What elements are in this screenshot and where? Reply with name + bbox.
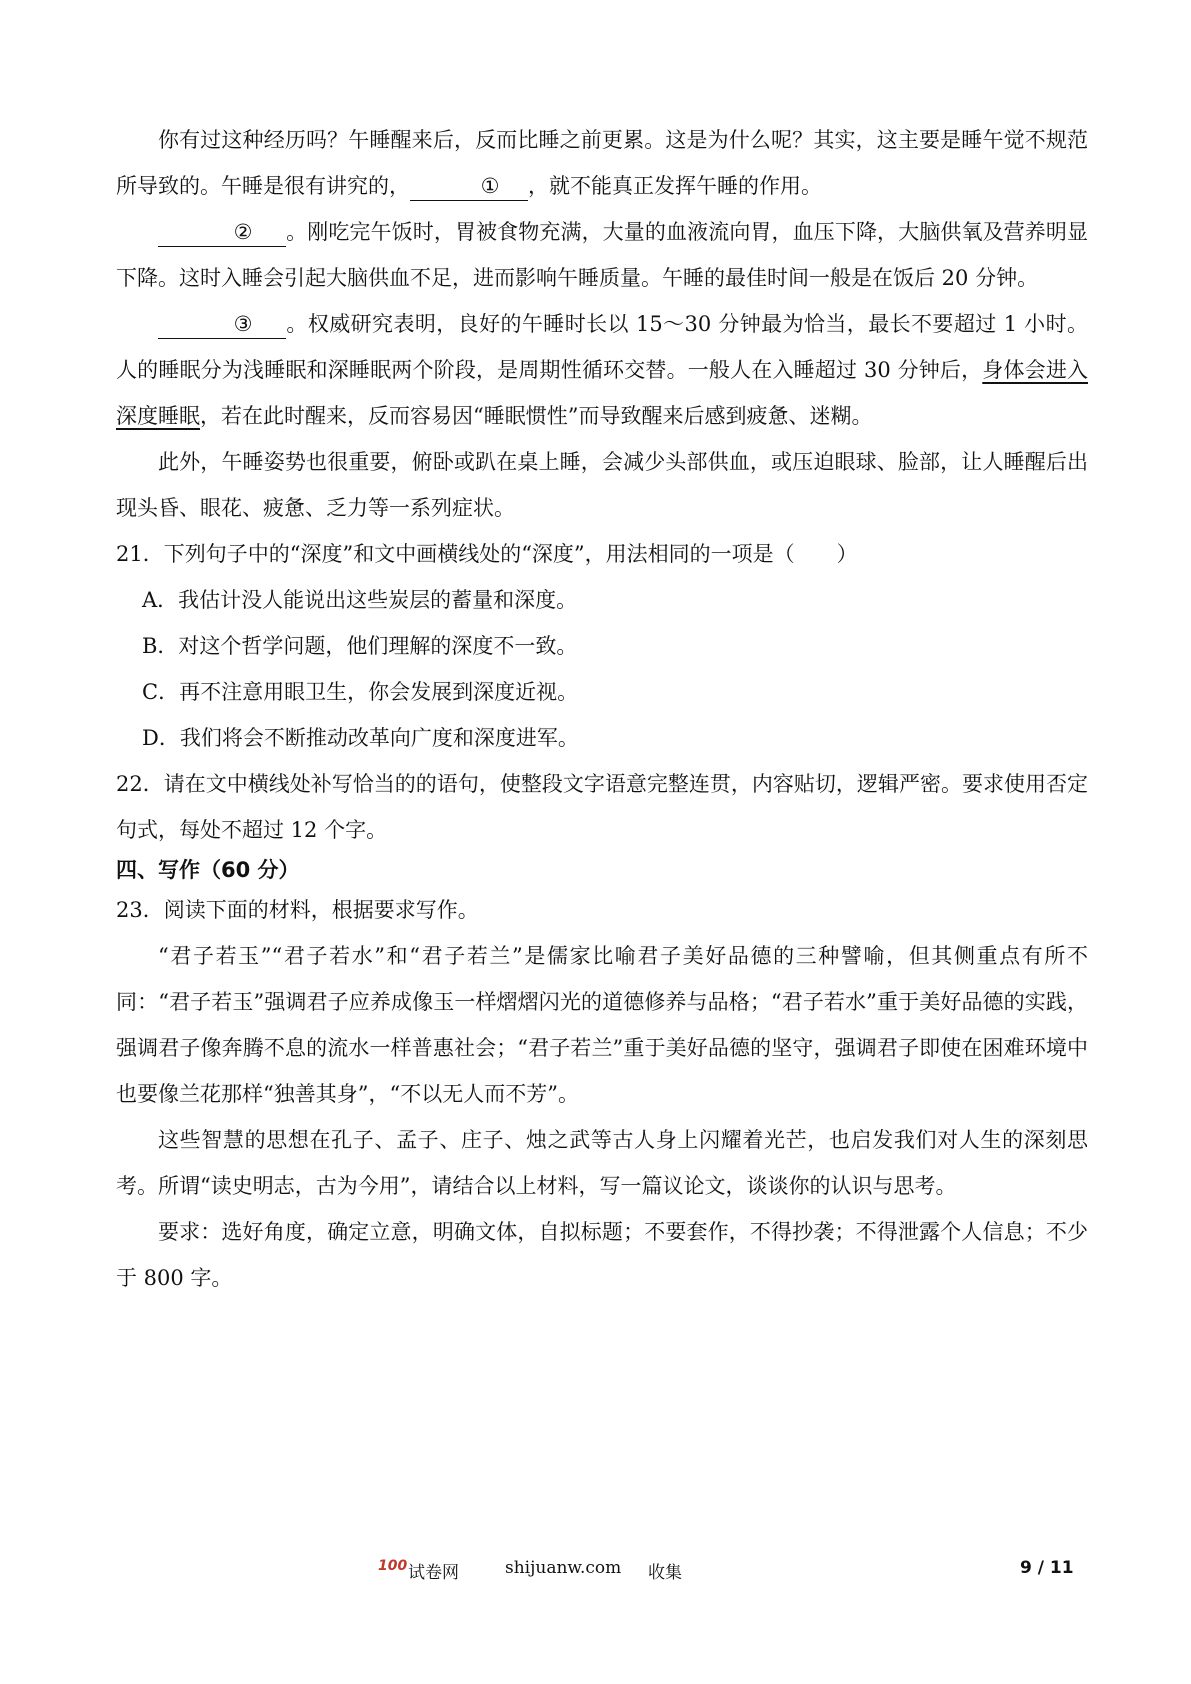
- question-21-option-c: C．再不注意用眼卫生，你会发展到深度近视。: [142, 680, 579, 704]
- question-21-stem: 21．下列句子中的“深度”和文中画横线处的“深度”，用法相同的一项是（ ）: [116, 542, 858, 566]
- material-paragraph-1: “君子若玉”“君子若水”和“君子若兰”是儒家比喻君子美好品德的三种譬喻，但其侧重点有所不同：“君子若玉”强调君子应养成像玉一样熠熠闪光的道德修养与品格；“君子若水”重于美好品德的实践，强调君子像奔腾不息的流水一样普惠社会；“君子若兰”重于美好品德的坚守，强调君子即使在困难环境中也要像兰花那样“独善其身”，“不以无人而不芳”。: [116, 944, 1088, 1106]
- passage-text: 你有过这种经历吗？午睡醒来后，反而比睡之前更累。这是为什么呢？其实，这主要是睡午觉不规范所导致的。午睡是很有讲究的，: [116, 128, 1088, 198]
- passage-text: ，就不能真正发挥午睡的作用。: [528, 174, 822, 198]
- material-paragraph-2: 这些智慧的思想在孔子、孟子、庄子、烛之武等古人身上闪耀着光芒，也启发我们对人生的深刻思考。所谓“读史明志，古为今用”，请结合以上材料，写一篇议论文，谈谈你的认识与思考。: [116, 1128, 1088, 1198]
- blank-2: ②: [158, 218, 286, 247]
- passage-text: 。刚吃完午饭时，胃被食物充满，大量的血液流向胃，血压下降，大脑供氧及营养明显下降。这时入睡会引起大脑供血不足，进而影响午睡质量。午睡的最佳时间一般是在饭后 20 分钟。: [116, 220, 1088, 290]
- page-number: 9 / 11: [1020, 1558, 1074, 1578]
- passage-paragraph-2: [116, 209, 1088, 301]
- underlined-phrase: 身体会进入深度睡眠: [116, 358, 1089, 428]
- blank-3: ③: [158, 310, 286, 339]
- passage-paragraph-4: 此外，午睡姿势也很重要，俯卧或趴在桌上睡，会减少头部供血，或压迫眼球、脸部，让人睡醒后出现头昏、眼花、疲惫、乏力等一系列症状。: [116, 450, 1088, 520]
- section-heading: 四、写作（60 分）: [116, 858, 300, 882]
- question-22: 22．请在文中横线处补写恰当的的语句，使整段文字语意完整连贯，内容贴切，逻辑严密。要求使用否定句式，每处不超过 12 个字。: [116, 772, 1088, 842]
- site-name: 试卷网: [408, 1563, 459, 1583]
- passage-text: 。权威研究表明，良好的午睡时长以 15～30 分钟最为恰当，最长不要超过 1 小时。人的睡眠分为浅睡眠和深睡眠两个阶段，是周期性循环交替。一般人在入睡超过 30 分钟后，: [116, 312, 1088, 382]
- page-footer: [0, 1558, 1191, 1588]
- site-logo-icon: 100: [378, 1558, 408, 1574]
- requirements-paragraph: 要求：选好角度，确定立意，明确文体，自拟标题；不要套作，不得抄袭；不得泄露个人信息；不少于 800 字。: [116, 1220, 1088, 1290]
- passage-paragraph-1: [116, 117, 1088, 209]
- question-23-stem: 23．阅读下面的材料，根据要求写作。: [116, 898, 479, 922]
- site-url: shijuanw.com: [505, 1558, 622, 1578]
- collect-label: 收集: [648, 1563, 682, 1583]
- question-21-option-b: B．对这个哲学问题，他们理解的深度不一致。: [142, 634, 578, 658]
- question-21-option-a: A．我估计没人能说出这些炭层的蓄量和深度。: [142, 588, 578, 612]
- blank-1: ①: [410, 172, 528, 201]
- document-body: [116, 117, 1088, 1301]
- passage-text: ，若在此时醒来，反而容易因“睡眠惯性”而导致醒来后感到疲惫、迷糊。: [200, 404, 873, 428]
- question-21-option-d: D．我们将会不断推动改革向广度和深度进军。: [142, 726, 579, 750]
- passage-paragraph-3: [116, 301, 1088, 439]
